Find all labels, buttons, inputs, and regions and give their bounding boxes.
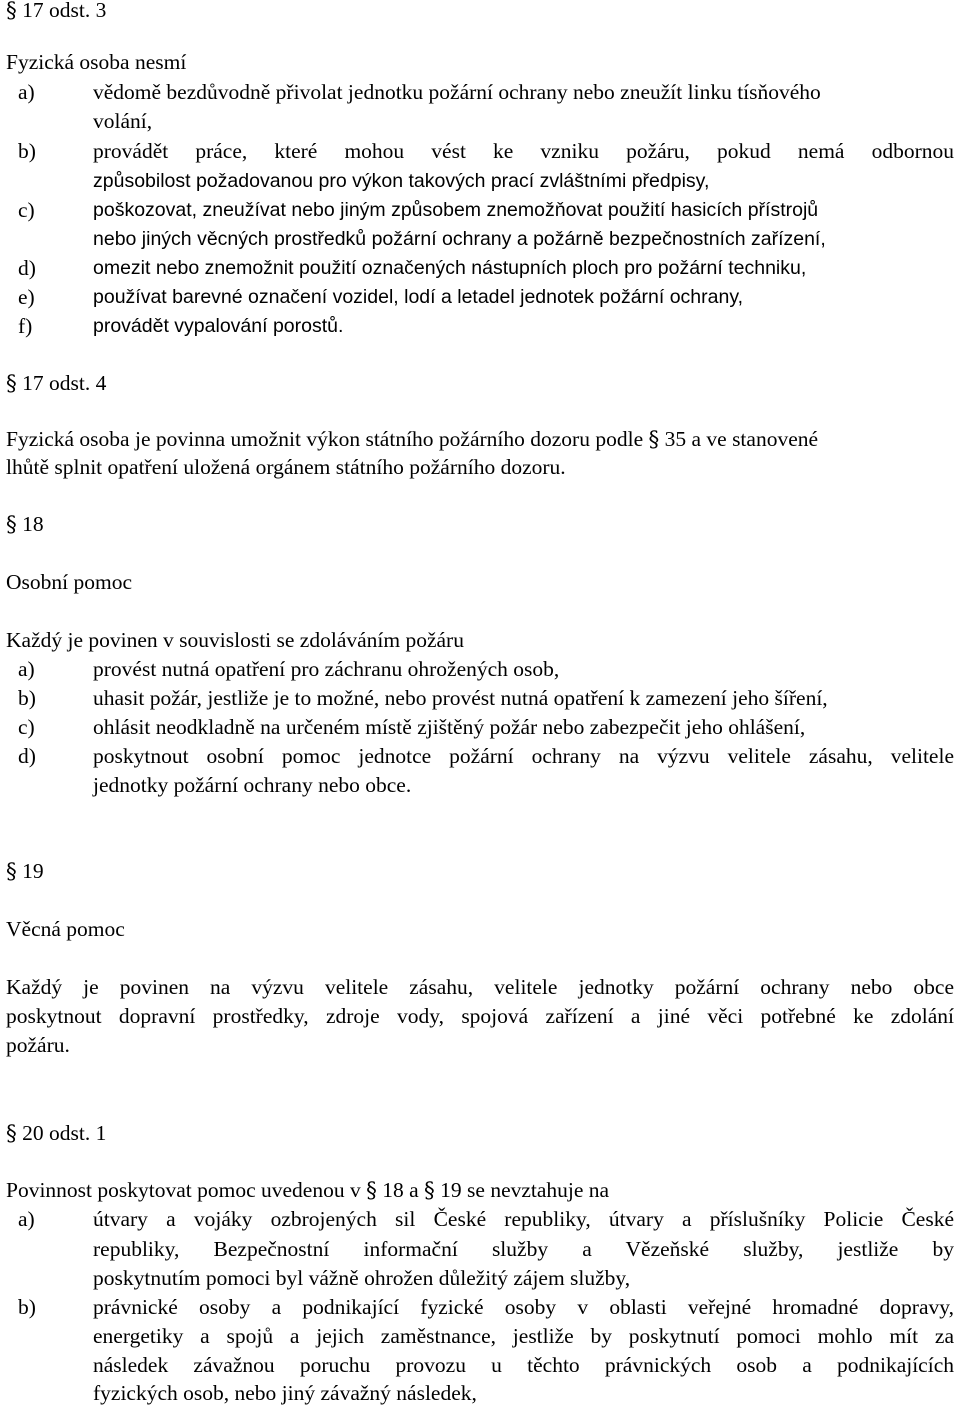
section-sign: § (6, 371, 17, 396)
section-heading-17-3 (6, 0, 106, 25)
list-label: f) (18, 314, 33, 338)
section-number: 17 odst. 3 (22, 0, 107, 22)
list-label: c) (18, 198, 35, 222)
list-label: d) (18, 256, 36, 280)
section-sign: § (6, 512, 17, 537)
paragraph-text: 19 se nevztahuje na (440, 1178, 610, 1202)
list-item-line: ohlásit neodkladně na určeném místě zjištěný požár nebo zabezpečit jeho ohlášení, (93, 715, 806, 739)
list-item-line: fyzických osob, nebo jiný závažný následek, (93, 1381, 477, 1405)
list-label: c) (18, 715, 35, 739)
paragraph-line: Každý je povinen na výzvu velitele zásahu, velitele jednotky požární ochrany nebo obce (6, 975, 954, 999)
section-number: 17 odst. 4 (22, 371, 107, 395)
section-intro (6, 1176, 609, 1205)
section-number: 18 (22, 512, 44, 536)
section-sign: § (424, 1178, 435, 1203)
section-heading-17-4 (6, 369, 106, 398)
section-sign: § (366, 1178, 377, 1203)
list-item-line: provést nutná opatření pro záchranu ohrožených osob, (93, 657, 560, 681)
section-intro: Fyzická osoba nesmí (6, 50, 187, 74)
list-label: b) (18, 686, 36, 710)
section-heading-18 (6, 510, 44, 539)
list-label: a) (18, 657, 35, 681)
paragraph-text: 35 a ve stanovené (664, 427, 819, 451)
section-sign: § (6, 859, 17, 884)
list-item-line: provádět vypalování porostů. (93, 315, 344, 337)
list-item-line: vědomě bezdůvodně přivolat jednotku požární ochrany nebo zneužít linku tísňového (93, 80, 821, 104)
section-sign: § (6, 1121, 17, 1146)
list-item-line: nebo jiných věcných prostředků požární ochrany a požárně bezpečnostních zařízení, (93, 228, 826, 250)
list-item-line: používat barevné označení vozidel, lodí a letadel jednotek požární ochrany, (93, 286, 744, 308)
list-label: b) (18, 1295, 36, 1319)
paragraph-text: Fyzická osoba je povinna umožnit výkon státního požárního dozoru podle (6, 427, 644, 451)
list-label: e) (18, 285, 35, 309)
list-item-line: právnické osoby a podnikající fyzické osoby v oblasti veřejné hromadné dopravy, (93, 1295, 954, 1319)
list-item-line: poškozovat, zneužívat nebo jiným způsobem znemožňovat použití hasicích přístrojů (93, 199, 819, 221)
section-title: Věcná pomoc (6, 917, 125, 941)
section-heading-19 (6, 857, 44, 886)
section-heading-20-1 (6, 1119, 106, 1148)
section-intro: Každý je povinen v souvislosti se zdoláváním požáru (6, 628, 464, 652)
list-item-line: uhasit požár, jestliže je to možné, nebo provést nutná opatření k zamezení jeho šíření, (93, 686, 828, 710)
list-item-line: útvary a vojáky ozbrojených sil České republiky, útvary a příslušníky Policie České (93, 1207, 954, 1231)
list-label: b) (18, 139, 36, 163)
section-title: Osobní pomoc (6, 570, 133, 594)
paragraph-line: lhůtě splnit opatření uložená orgánem státního požárního dozoru. (6, 455, 566, 479)
list-label: d) (18, 744, 36, 768)
section-number: 19 (22, 859, 44, 883)
list-item-line: volání, (93, 109, 153, 133)
section-number: 20 odst. 1 (22, 1121, 107, 1145)
paragraph-line (6, 425, 818, 454)
list-item-line: poskytnutím pomoci byl vážně ohrožen důležitý zájem služby, (93, 1266, 631, 1290)
paragraph-text: Povinnost poskytovat pomoc uvedenou v (6, 1178, 361, 1202)
section-sign: § (6, 0, 17, 23)
list-label: a) (18, 1207, 35, 1231)
paragraph-line: poskytnout dopravní prostředky, zdroje vody, spojová zařízení a jiné věci potřebné ke zdolání (6, 1004, 954, 1028)
paragraph-text: 18 a (382, 1178, 419, 1202)
list-item-line: omezit nebo znemožnit použití označených nástupních ploch pro požární techniku, (93, 257, 807, 279)
list-item-line: poskytnout osobní pomoc jednotce požární ochrany na výzvu velitele zásahu, velitele (93, 744, 954, 768)
list-item-line: jednotky požární ochrany nebo obce. (93, 773, 412, 797)
list-item-line: způsobilost požadovanou pro výkon takových prací zvláštními předpisy, (93, 170, 710, 192)
list-label: a) (18, 80, 35, 104)
list-item-line: následek závažnou poruchu provozu u těchto právnických osob a podnikajících (93, 1353, 954, 1377)
section-sign: § (648, 427, 660, 452)
list-item-line: provádět práce, které mohou vést ke vzniku požáru, pokud nemá odbornou (93, 139, 954, 163)
list-item-line: republiky, Bezpečnostní informační služby a Vězeňské služby, jestliže by (93, 1237, 954, 1261)
paragraph-line: požáru. (6, 1033, 70, 1057)
list-item-line: energetiky a spojů a jejich zaměstnance, jestliže by poskytnutí pomoci mohlo mít za (93, 1324, 954, 1348)
